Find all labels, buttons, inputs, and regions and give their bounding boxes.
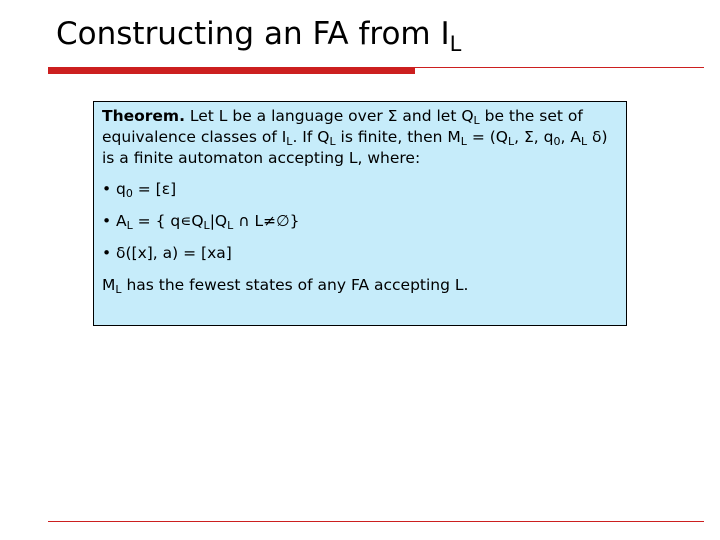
bullet-2-text-3: |Q — [209, 212, 228, 230]
closing-sub-1: L — [115, 283, 122, 296]
bullet-2-sub-2: L — [203, 219, 210, 232]
theorem-label: Theorem. — [102, 107, 185, 125]
theorem-sub-6: 0 — [553, 135, 561, 148]
bullet-icon: • — [102, 244, 112, 262]
theorem-text-7: , A — [560, 128, 581, 146]
closing-statement — [102, 275, 618, 296]
theorem-text-3: . If Q — [292, 128, 330, 146]
theorem-paragraph — [102, 106, 618, 169]
title-underline-thin — [415, 67, 704, 68]
bullet-2-sub-1: L — [126, 219, 133, 232]
theorem-box — [93, 101, 627, 326]
bullet-2-sub-3: L — [227, 219, 234, 232]
page-title — [56, 14, 461, 64]
theorem-sub-1: L — [473, 114, 480, 127]
bullet-2-text-4: ∩ L≠∅} — [233, 212, 300, 230]
bullet-1-text-2: = [ε] — [132, 180, 177, 198]
bullet-1-text-1: q — [116, 180, 126, 198]
title-underline-thick — [48, 67, 415, 74]
closing-text-2: has the fewest states of any FA accepting L. — [121, 276, 469, 294]
theorem-sub-5: L — [508, 135, 515, 148]
theorem-sub-4: L — [460, 135, 467, 148]
theorem-text-6: , Σ, q — [514, 128, 554, 146]
theorem-sub-7: L — [580, 135, 588, 148]
title-text: Constructing an FA from I — [56, 16, 450, 52]
list-item — [102, 211, 618, 232]
footer-rule — [48, 521, 704, 522]
closing-text-1: M — [102, 276, 116, 294]
bullet-1-sub-1: 0 — [125, 187, 133, 200]
condition-list — [102, 179, 618, 264]
title-subscript: L — [449, 32, 462, 56]
theorem-text-4: is finite, then M — [335, 128, 461, 146]
theorem-text-8: δ) is a finite automaton accepting L, where: — [102, 128, 608, 167]
bullet-icon: • — [102, 180, 112, 198]
theorem-text-1: Let L be a language over Σ and let Q — [184, 107, 474, 125]
list-item — [102, 179, 618, 200]
bullet-2-text-2: = { q∊Q — [132, 212, 204, 230]
bullet-2-text-1: A — [116, 212, 127, 230]
bullet-icon: • — [102, 212, 112, 230]
theorem-sub-3: L — [329, 135, 336, 148]
list-item — [102, 243, 618, 264]
theorem-text-5: = (Q — [466, 128, 508, 146]
bullet-3-text-1: δ([x], a) = [xa] — [116, 244, 232, 262]
theorem-sub-2: L — [286, 135, 293, 148]
theorem-text-2: be the set of equivalence classes of I — [102, 107, 583, 146]
